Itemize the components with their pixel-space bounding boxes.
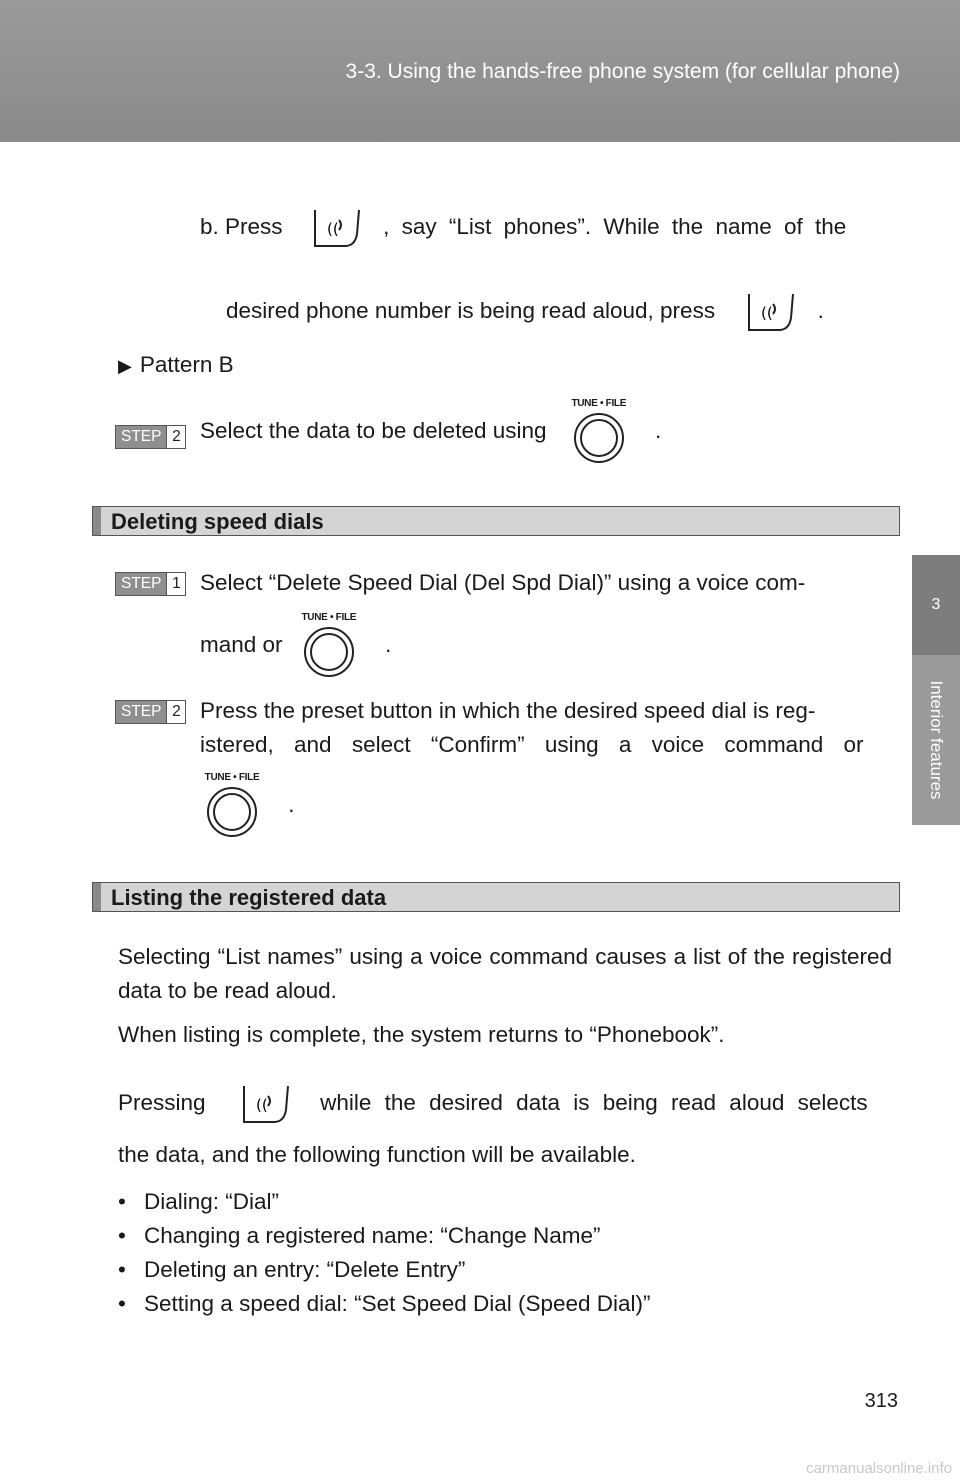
list-item: • Setting a speed dial: “Set Speed Dial (Speed Dial)” <box>118 1287 651 1321</box>
instruction-text: . <box>655 418 662 443</box>
instruction-b-line1 <box>200 206 846 250</box>
watermark: carmanualsonline.info <box>806 1460 952 1477</box>
chapter-number-tab: 3 <box>912 555 960 655</box>
step-label: STEP <box>116 701 166 723</box>
listing-paragraph-3-line2: the data, and the following function will be available. <box>118 1142 636 1167</box>
svg-text:((: (( <box>326 220 339 238</box>
instruction-text: Pressing <box>118 1089 206 1115</box>
talk-button-icon <box>307 206 363 250</box>
talk-button-icon <box>236 1082 292 1126</box>
arrow-right-icon: ▶ <box>118 356 132 376</box>
instruction-text: while the desired data is being read aloud selects <box>320 1089 868 1115</box>
instruction-b-line2 <box>226 290 824 334</box>
section-title: Listing the registered data <box>111 885 387 910</box>
listing-paragraph-1: Selecting “List names” using a voice command causes a list of the registered data to be read aloud. <box>118 944 892 1003</box>
pattern-b-label: Pattern B <box>139 352 234 377</box>
chapter-label-tab <box>912 655 960 825</box>
delete-step2-line1: Press the preset button in which the desired speed dial is reg- <box>200 698 816 723</box>
delete-step2-line3 <box>200 772 295 838</box>
step-label: STEP <box>116 426 166 448</box>
tune-file-knob-icon <box>297 612 361 678</box>
list-item: • Changing a registered name: “Change Name” <box>118 1219 651 1253</box>
page-header <box>0 0 960 142</box>
chapter-label: Interior features <box>927 680 946 800</box>
tune-file-knob-icon <box>567 398 631 464</box>
knob-label: TUNE • FILE <box>204 772 260 783</box>
svg-text:((: (( <box>761 304 774 322</box>
listing-paragraph-3-line1 <box>118 1082 868 1126</box>
knob-label: TUNE • FILE <box>571 398 627 409</box>
instruction-text: . <box>385 632 392 657</box>
step2-pattern-b-text <box>200 398 661 464</box>
instruction-text: desired phone number is being read aloud, press <box>226 297 716 323</box>
instruction-text: Select the data to be deleted using <box>200 418 547 443</box>
delete-step2-line2: istered, and select “Confirm” using a voice command or <box>200 732 864 757</box>
instruction-text: . <box>817 297 824 323</box>
step-number: 2 <box>166 701 185 723</box>
list-item: • Dialing: “Dial” <box>118 1185 651 1219</box>
listing-paragraph-2: When listing is complete, the system returns to “Phonebook”. <box>118 1022 725 1047</box>
knob-label: TUNE • FILE <box>301 612 357 623</box>
pattern-b-heading <box>118 352 234 378</box>
function-list <box>118 1185 651 1321</box>
instruction-text: , say “List phones”. While the name of the <box>383 213 847 239</box>
section-title: Deleting speed dials <box>111 509 324 534</box>
instruction-text: . <box>288 792 295 817</box>
step-badge <box>115 425 186 449</box>
svg-text:((: (( <box>255 1096 268 1114</box>
header-title: 3-3. Using the hands-free phone system (for cellular phone) <box>345 60 900 83</box>
instruction-text: b. Press <box>200 213 283 239</box>
step-badge <box>115 572 186 596</box>
step-badge <box>115 700 186 724</box>
step-number: 1 <box>166 573 185 595</box>
step-label: STEP <box>116 573 166 595</box>
section-heading-deleting-speed-dials <box>92 506 900 536</box>
section-heading-listing-registered-data <box>92 882 900 912</box>
list-item: • Deleting an entry: “Delete Entry” <box>118 1253 651 1287</box>
step-number: 2 <box>166 426 185 448</box>
talk-button-icon <box>741 290 797 334</box>
page-number: 313 <box>864 1390 898 1412</box>
delete-step1-line2 <box>200 612 391 678</box>
tune-file-knob-icon <box>200 772 264 838</box>
delete-step1-line1: Select “Delete Speed Dial (Del Spd Dial)” using a voice com- <box>200 570 806 595</box>
instruction-text: mand or <box>200 632 283 657</box>
